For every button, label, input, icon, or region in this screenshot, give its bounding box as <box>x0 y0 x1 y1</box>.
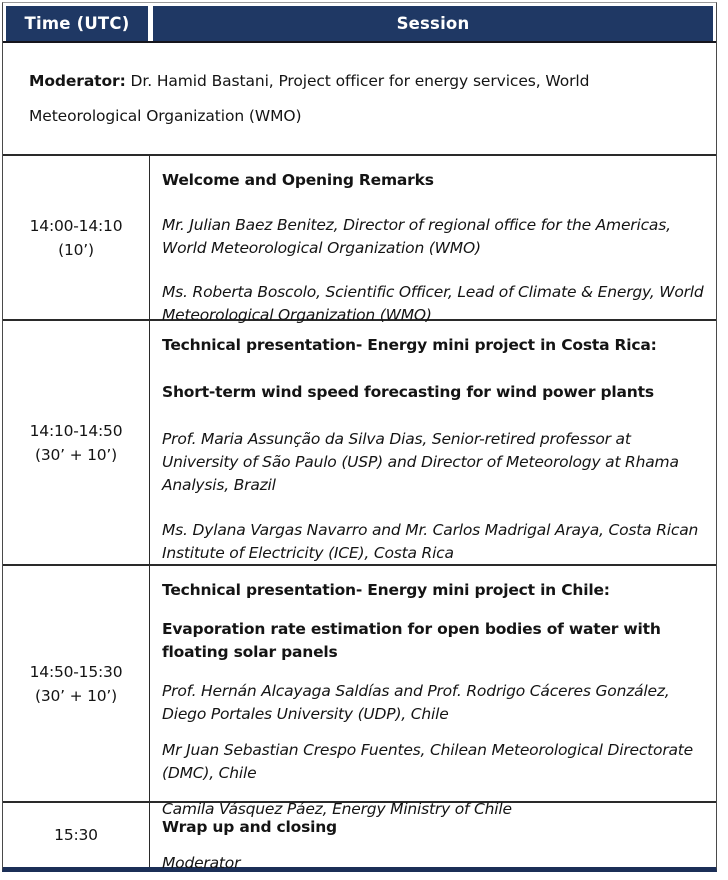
duration: (10’) <box>58 240 94 259</box>
speaker-line: Camila Vásquez Páez, Energy Ministry of Chile <box>162 800 512 818</box>
agenda-table <box>2 2 717 872</box>
time-cell <box>3 803 150 867</box>
session-cell <box>150 321 716 564</box>
time-range: 14:00-14:10 <box>29 216 123 235</box>
speaker-line: Ms. Dylana Vargas Navarro and Mr. Carlos Madrigal Araya, Costa Rican Institute of Electricity (ICE), Costa Rica <box>162 521 699 562</box>
session-subtitle: Evaporation rate estimation for open bodies of water with floating solar panels <box>162 620 661 661</box>
speaker-line: Prof. Hernán Alcayaga Saldías and Prof. Rodrigo Cáceres González, Diego Portales University (UDP), Chile <box>162 682 670 723</box>
time-range: 14:50-15:30 <box>29 662 123 681</box>
session-row-chile <box>3 566 716 818</box>
session-subtitle: Short-term wind speed forecasting for wind power plants <box>162 383 654 401</box>
moderator-label: Moderator: <box>29 72 126 90</box>
session-cell <box>150 803 716 872</box>
speaker-line: Moderator <box>162 854 241 872</box>
session-row-costa-rica <box>3 321 716 566</box>
speaker-line: Prof. Maria Assunção da Silva Dias, Senior-retired professor at University of São Paulo (USP) and Director of Meteorology at Rhama Analysis, Brazil <box>162 430 679 494</box>
session-row-opening <box>3 156 716 324</box>
duration: (30’ + 10’) <box>34 686 118 705</box>
speaker-line: Mr. Julian Baez Benitez, Director of regional office for the Americas, World Meteorological Organization (WMO) <box>162 216 671 257</box>
session-title: Technical presentation- Energy mini project in Costa Rica: <box>162 336 657 354</box>
session-row-closing <box>3 803 716 872</box>
time-cell <box>3 321 150 564</box>
time-range: 14:10-14:50 <box>29 421 123 440</box>
time-range: 15:30 <box>54 826 98 844</box>
time-cell <box>3 566 150 801</box>
duration: (30’ + 10’) <box>34 445 118 464</box>
session-title: Welcome and Opening Remarks <box>162 171 434 189</box>
column-header-session: Session <box>153 6 713 41</box>
moderator-row <box>3 43 716 156</box>
session-cell <box>150 156 716 324</box>
time-cell <box>3 156 150 319</box>
moderator-text <box>29 64 680 134</box>
speaker-line: Ms. Roberta Boscolo, Scientific Officer, Lead of Climate & Energy, World Meteorological Organization (WMO) <box>162 283 704 324</box>
column-header-time: Time (UTC) <box>6 6 148 41</box>
table-header-row <box>3 3 716 43</box>
session-title: Wrap up and closing <box>162 818 337 836</box>
speaker-line: Mr Juan Sebastian Crespo Fuentes, Chilean Meteorological Directorate (DMC), Chile <box>162 741 694 782</box>
moderator-name: Dr. Hamid Bastani, Project officer for energy services, World Meteorological Organization (WMO) <box>29 72 590 125</box>
session-title: Technical presentation- Energy mini project in Chile: <box>162 581 610 599</box>
session-cell <box>150 566 716 818</box>
